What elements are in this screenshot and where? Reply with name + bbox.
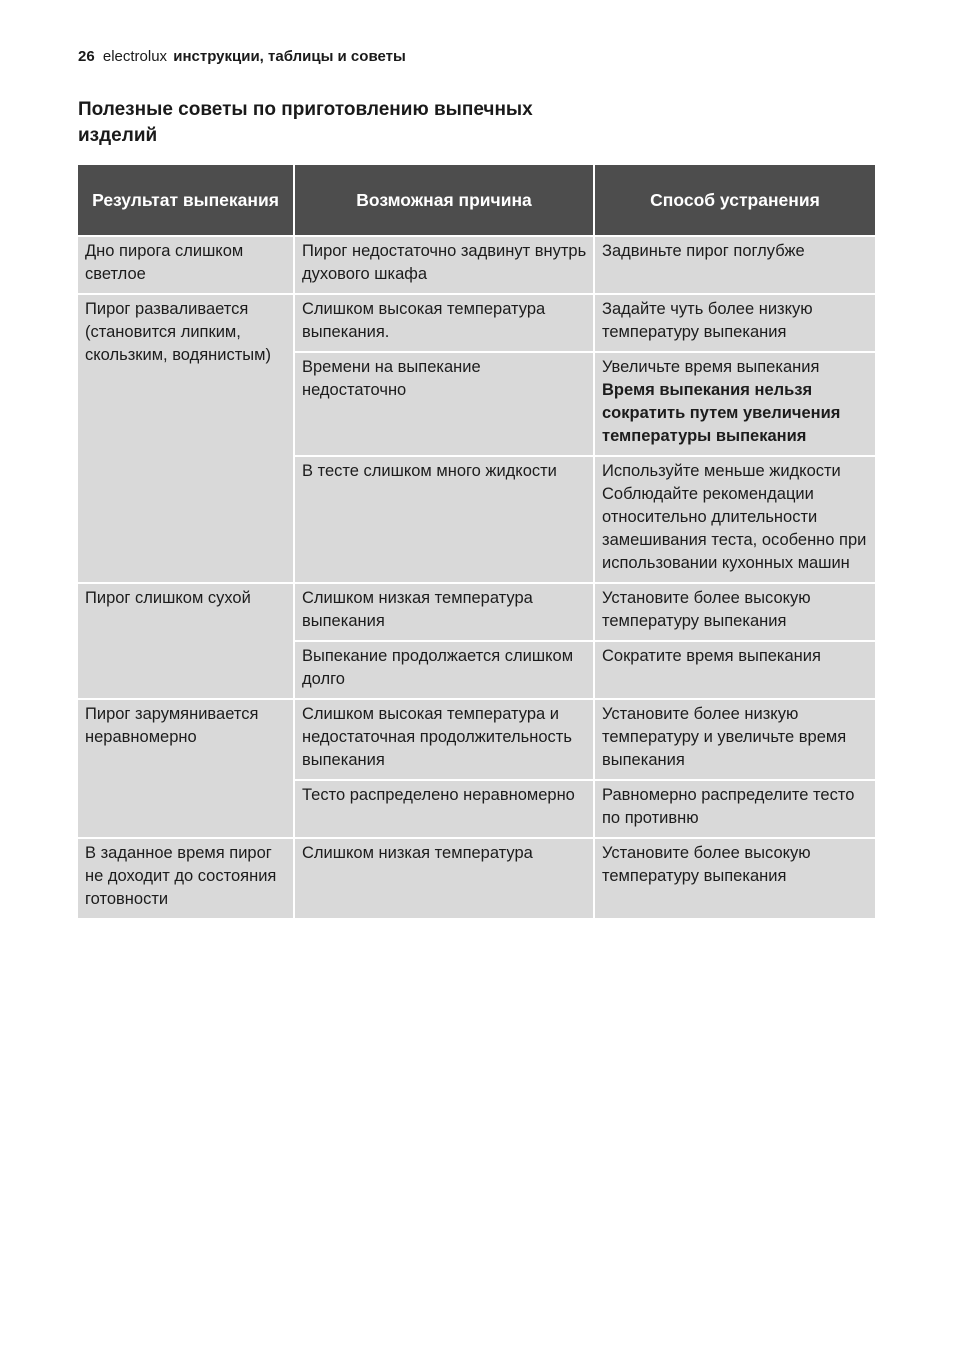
- cause-cell: Выпекание продолжается слишком долго: [295, 642, 593, 698]
- remedy-cell: [595, 584, 875, 640]
- remedy-text: Равномерно распределите тесто по противню: [602, 786, 855, 827]
- remedy-cell: [595, 237, 875, 293]
- remedy-cell: [595, 353, 875, 455]
- cause-cell: В тесте слишком много жидкости: [295, 457, 593, 582]
- page-number: 26: [78, 48, 95, 65]
- column-header-result: Результат выпекания: [78, 165, 293, 235]
- remedy-cell: [595, 700, 875, 779]
- result-cell: Пирог разваливается (становится липким, скользким, водянистым): [78, 295, 293, 582]
- cause-cell: Времени на выпекание недостаточно: [295, 353, 593, 455]
- brand-name: electrolux: [102, 48, 168, 65]
- table-row: [78, 295, 875, 351]
- remedy-text: Задвиньте пирог поглубже: [602, 242, 805, 260]
- column-header-remedy: Способ устранения: [595, 165, 875, 235]
- cause-cell: Слишком высокая температура и недостаточная продолжительность выпекания: [295, 700, 593, 779]
- result-cell: Пирог зарумянивается неравномерно: [78, 700, 293, 837]
- cause-cell: Пирог недостаточно задвинут внутрь духового шкафа: [295, 237, 593, 293]
- table-header-row: [78, 165, 875, 235]
- table-row: [78, 584, 875, 640]
- result-cell: Пирог слишком сухой: [78, 584, 293, 698]
- remedy-text: Установите более низкую температуру и увеличьте время выпекания: [602, 705, 847, 769]
- remedy-cell: [595, 642, 875, 698]
- cause-cell: Тесто распределено неравномерно: [295, 781, 593, 837]
- table-body: [78, 237, 875, 918]
- page-header: [78, 47, 406, 67]
- table-row: [78, 700, 875, 779]
- remedy-cell: [595, 781, 875, 837]
- table-row: [78, 237, 875, 293]
- remedy-text: Увеличьте время выпекания: [602, 358, 820, 376]
- result-cell: Дно пирога слишком светлое: [78, 237, 293, 293]
- table-row: [78, 839, 875, 918]
- remedy-text: Соблюдайте рекомендации относительно длительности замешивания теста, особенно при использовании кухонных машин: [602, 485, 867, 572]
- remedy-text: Задайте чуть более низкую температуру выпекания: [602, 300, 813, 341]
- cause-cell: Слишком низкая температура выпекания: [295, 584, 593, 640]
- page-title: Полезные советы по приготовлению выпечных изделий: [78, 99, 533, 146]
- cause-cell: Слишком низкая температура: [295, 839, 593, 918]
- remedy-cell: [595, 295, 875, 351]
- remedy-cell: [595, 457, 875, 582]
- remedy-text: Установите более высокую температуру выпекания: [602, 589, 811, 630]
- remedy-text: Используйте меньше жидкости: [602, 462, 841, 480]
- result-cell: В заданное время пирог не доходит до состояния готовности: [78, 839, 293, 918]
- remedy-cell: [595, 839, 875, 918]
- cause-cell: Слишком высокая температура выпекания.: [295, 295, 593, 351]
- remedy-warning-text: Время выпекания нельзя сократить путем увеличения температуры выпекания: [602, 381, 841, 445]
- column-header-cause: Возможная причина: [295, 165, 593, 235]
- remedy-text: Сократите время выпекания: [602, 647, 821, 665]
- baking-tips-table: [76, 163, 877, 920]
- section-name: инструкции, таблицы и советы: [173, 48, 406, 65]
- remedy-text: Установите более высокую температуру выпекания: [602, 844, 811, 885]
